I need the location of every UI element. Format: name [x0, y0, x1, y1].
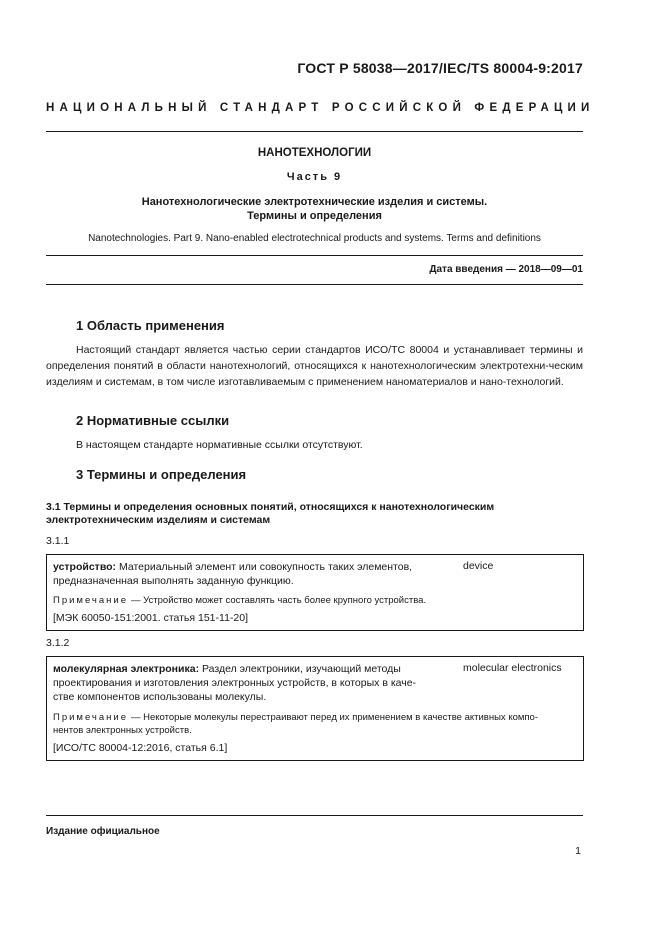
term-name: молекулярная электроника:	[53, 663, 200, 675]
section-2-text: В настоящем стандарте нормативные ссылки отсутствуют.	[76, 439, 363, 451]
edition-label: Издание официальное	[46, 826, 160, 837]
note-line-1: — Некоторые молекулы перестраивают перед их применением в качестве активных компо-	[131, 712, 538, 723]
section-2-heading: 2 Нормативные ссылки	[76, 413, 230, 428]
subsection-heading-line-1: 3.1 Термины и определения основных понятий, относящихся к нанотехнологическим	[46, 501, 495, 513]
term-source: [МЭК 60050-151:2001. статья 151-11-20]	[53, 612, 249, 624]
english-title: Nanotechnologies. Part 9. Nano-enabled electrotechnical products and systems. Terms and definitions	[88, 233, 541, 244]
subsection-3-1-heading	[46, 501, 494, 527]
note-line-2: нентов электронных устройств.	[53, 725, 192, 736]
term-name: устройство:	[53, 561, 117, 573]
national-standard-banner: НАЦИОНАЛЬНЫЙ СТАНДАРТ РОССИЙСКОЙ ФЕДЕРАЦИИ	[46, 102, 595, 114]
section-3-heading: 3 Термины и определения	[76, 467, 247, 482]
date-divider	[46, 284, 583, 285]
part-label: Часть 9	[286, 171, 343, 183]
document-subtitle	[46, 195, 583, 223]
footer-divider	[46, 815, 583, 816]
definition-line-2: проектирования и изготовления электронных устройств, в которых в каче-	[53, 677, 417, 689]
term-number: 3.1.2	[46, 637, 70, 649]
subsection-heading-line-2: электротехническим изделиям и системам	[46, 514, 271, 526]
term-definition	[53, 560, 453, 588]
definition-line-1: Раздел электроники, изучающий методы	[202, 663, 401, 675]
section-1-heading: 1 Область применения	[76, 318, 225, 333]
term-note	[53, 711, 575, 737]
definition-line-2: предназначенная выполнять заданную функцию.	[53, 575, 294, 587]
term-number: 3.1.1	[46, 535, 70, 547]
term-english: device	[463, 560, 494, 572]
definition-line-3: стве компонентов использованы молекулы.	[53, 691, 267, 703]
note-line-1: — Устройство может составлять часть более крупного устройства.	[131, 595, 427, 606]
term-english: molecular electronics	[463, 662, 562, 674]
title-divider	[46, 255, 583, 256]
section-1-text: Настоящий стандарт является частью серии стандартов ИСО/ТС 80004 и устанавливает термины и определения понятий в области нанотехнологий, относящихся к нанотехнологическим электротехни-ческим изделиям и системам, в том числе изготавливаемым с применением наноматериалов и нано-технологий.	[46, 344, 583, 388]
definition-line-1: Материальный элемент или совокупность таких элементов,	[118, 561, 413, 573]
page-number: 1	[575, 845, 581, 857]
subtitle-line-1: Нанотехнологические электротехнические изделия и системы.	[141, 196, 488, 208]
banner-divider	[46, 131, 583, 132]
introduction-date: Дата введения — 2018—09—01	[429, 264, 583, 275]
document-code: ГОСТ Р 58038—2017/IEC/TS 80004-9:2017	[297, 60, 583, 76]
subtitle-line-2: Термины и определения	[247, 210, 382, 222]
term-definition	[53, 662, 453, 704]
term-note	[53, 594, 573, 607]
document-title: НАНОТЕХНОЛОГИИ	[257, 147, 372, 159]
term-entry-box	[46, 554, 584, 631]
note-label: Примечание	[53, 595, 128, 606]
note-label: Примечание	[53, 712, 128, 723]
term-source: [ИСО/ТС 80004-12:2016, статья 6.1]	[53, 742, 228, 754]
term-entry-box	[46, 656, 584, 761]
